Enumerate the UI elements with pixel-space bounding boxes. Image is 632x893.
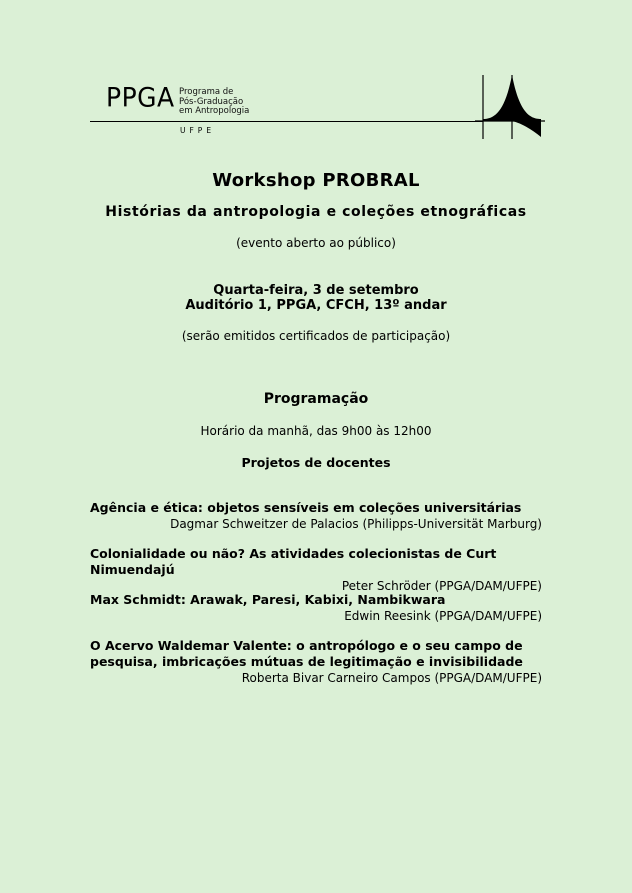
- talk-speaker: Edwin Reesink (PPGA/DAM/UFPE): [344, 609, 542, 623]
- logo-line: Pós-Graduação: [179, 96, 244, 107]
- talk-item: [90, 500, 542, 532]
- talk-speaker: Dagmar Schweitzer de Palacios (Philipps-Universität Marburg): [170, 517, 542, 531]
- event-date: Quarta-feira, 3 de setembro: [213, 283, 419, 298]
- event-title: Workshop PROBRAL: [212, 170, 420, 191]
- program-schedule: Horário da manhã, das 9h00 às 12h00: [200, 424, 432, 438]
- event-venue: Auditório 1, PPGA, CFCH, 13º andar: [185, 298, 447, 313]
- talk-title: O Acervo Waldemar Valente: o antropólogo e o seu campo de pesquisa, imbricações mútuas de legitimação e invisibilidade: [90, 638, 523, 669]
- logo-line: Programa de: [179, 87, 234, 97]
- open-note: (evento aberto ao público): [236, 236, 396, 250]
- program-section: Projetos de docentes: [241, 455, 391, 470]
- talk-speaker: Peter Schröder (PPGA/DAM/UFPE): [341, 579, 542, 593]
- logo-subtitle: [179, 88, 249, 117]
- program-heading: Programação: [263, 391, 369, 407]
- talk-item: [90, 638, 542, 686]
- certificate-note: (serão emitidos certificados de participação): [181, 329, 451, 343]
- talk-title: Agência e ética: objetos sensíveis em coleções universitárias: [90, 500, 522, 515]
- event-subtitle: Histórias da antropologia e coleções etnográficas: [105, 204, 527, 220]
- talk-title: Colonialidade ou não? As atividades colecionistas de Curt Nimuendajú: [90, 546, 497, 577]
- logo-text: PPGA: [106, 82, 175, 113]
- talk-title: Max Schmidt: Arawak, Paresi, Kabixi, Nambikwara: [90, 592, 446, 607]
- logo-line: em Antropologia: [179, 106, 250, 116]
- talk-speaker: Roberta Bivar Carneiro Campos (PPGA/DAM/UFPE): [241, 671, 542, 685]
- header-rule: [90, 121, 483, 122]
- emblem-icon: [475, 75, 545, 139]
- talk-item: [90, 592, 542, 624]
- talk-item: [90, 546, 542, 594]
- institution-label: UFPE: [180, 126, 216, 135]
